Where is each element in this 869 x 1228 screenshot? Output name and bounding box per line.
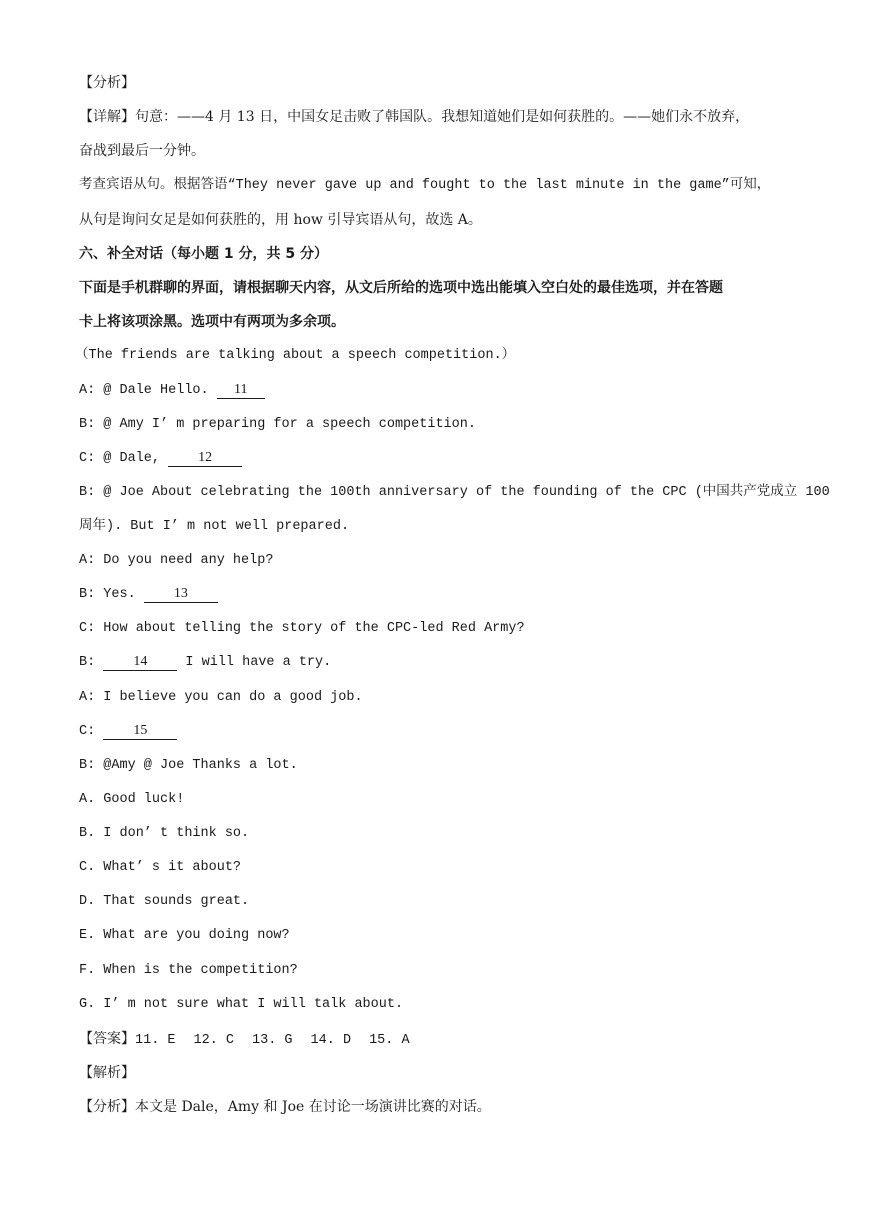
analysis2-text: 本文是 Dale，Amy 和 Joe 在讨论一场演讲比赛的对话。: [135, 1099, 491, 1115]
dialogue-text: A: @ Dale Hello.: [79, 383, 217, 398]
answer-item: 11. E: [135, 1033, 176, 1048]
dialogue-line: [79, 654, 799, 672]
dialogue-line: [79, 689, 799, 707]
detail-paragraph-line-1: [79, 108, 799, 126]
answer-item: 13. G: [252, 1033, 293, 1048]
dialogue-text: C: How about telling the story of the CPC-led Red Army?: [79, 621, 525, 636]
dialogue-text: A: Do you need any help?: [79, 553, 274, 568]
dialogue-context: （The friends are talking about a speech competition.）: [75, 348, 516, 363]
option-item: A. Good luck!: [79, 792, 185, 807]
dialogue-line: [79, 416, 799, 434]
dialogue-line: [79, 586, 799, 604]
analysis-paragraph: [79, 1098, 799, 1116]
option-item: C. What’ s it about?: [79, 860, 242, 875]
dialogue-text: B:: [79, 655, 104, 670]
dialogue-text: C:: [79, 724, 104, 739]
detail-paragraph-line-2: 奋战到最后一分钟。: [79, 143, 205, 159]
analysis2-tag: 【分析】: [79, 1099, 135, 1115]
dialogue-text: C: @ Dale,: [79, 451, 169, 466]
answer-blank: 15: [103, 723, 177, 740]
jiexi-heading: 【解析】: [79, 1065, 135, 1081]
dialogue-text: B: @ Amy I’ m preparing for a speech competition.: [79, 417, 476, 432]
dialogue-line: [79, 518, 799, 536]
answer-item: 15. A: [369, 1033, 410, 1048]
detail-paragraph-line-4: 从句是询问女足是如何获胜的，用 how 引导宾语从句，故选 A。: [79, 212, 482, 228]
dialogue-text: A: I believe you can do a good job.: [79, 690, 363, 705]
dialogue-line: [79, 723, 799, 741]
option-item: D. That sounds great.: [79, 894, 250, 909]
option-item: F. When is the competition?: [79, 963, 298, 978]
analysis-heading: 【分析】: [79, 75, 135, 91]
dialogue-text: 周年). But I’ m not well prepared.: [79, 519, 350, 534]
answer-blank: 14: [103, 654, 177, 671]
answer-blank: 11: [217, 382, 265, 399]
dialogue-line: [79, 552, 799, 570]
dialogue-line: [79, 450, 799, 468]
answer-tag: 【答案】: [79, 1031, 135, 1047]
instruction-line-2: 卡上将该项涂黑。选项中有两项为多余项。: [79, 314, 345, 330]
answer-item: 12. C: [193, 1033, 235, 1048]
detail-tag: 【详解】: [79, 109, 135, 125]
dialogue-line: [79, 484, 830, 502]
dialogue-text: B: @ Joe About celebrating the 100th anniversary of the founding of the CPC (中国共产党成立 100: [79, 485, 830, 500]
dialogue-line: [79, 382, 799, 400]
dialogue-line: [79, 757, 799, 775]
dialogue-text: B: Yes.: [79, 587, 144, 602]
instruction-line-1: 下面是手机群聊的界面，请根据聊天内容，从文后所给的选项中选出能填入空白处的最佳选项，并在答题: [79, 280, 723, 296]
option-item: B. I don’ t think so.: [79, 826, 250, 841]
dialogue-line: [79, 620, 799, 638]
detail-text-1: 句意：——4 月 13 日，中国女足击败了韩国队。我想知道她们是如何获胜的。——她们永不放弃，: [135, 109, 750, 125]
dialogue-text: I will have a try.: [177, 655, 332, 670]
option-item: G. I’ m not sure what I will talk about.: [79, 997, 404, 1012]
detail-paragraph-line-3: 考查宾语从句。根据答语“They never gave up and fought to the last minute in the game”可知，: [79, 178, 771, 193]
answer-item: 14. D: [310, 1033, 352, 1048]
option-item: E. What are you doing now?: [79, 928, 290, 943]
dialogue-text: B: @Amy @ Joe Thanks a lot.: [79, 758, 298, 773]
section-title: 六、补全对话（每小题 1 分，共 5 分）: [79, 246, 328, 262]
answer-blank: 12: [168, 450, 242, 467]
answer-line: [79, 1030, 799, 1050]
answer-blank: 13: [144, 586, 218, 603]
